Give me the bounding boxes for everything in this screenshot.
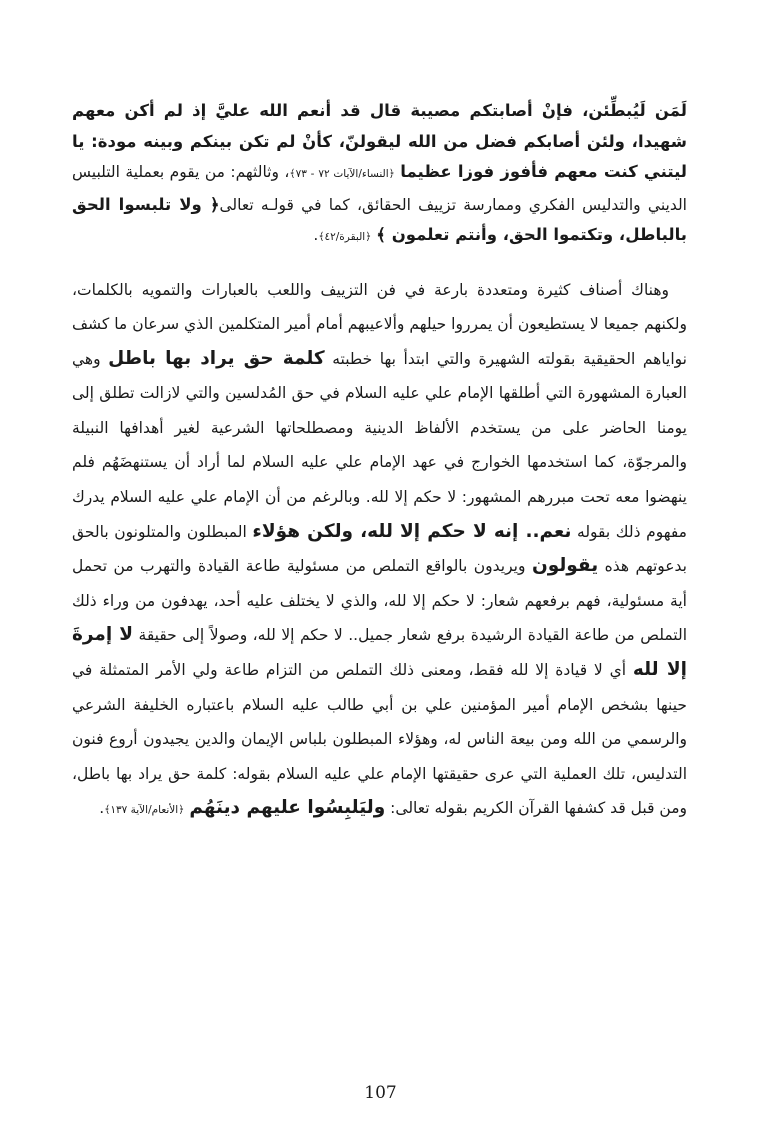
verse-reference: ﴿النساء/الآيات ٧٢ - ٧٣﴾ — [289, 168, 395, 180]
verse-reference: ﴿البقرة/٤٢﴾ — [318, 231, 372, 243]
paragraph-1 — [72, 96, 687, 253]
body-text: . — [99, 799, 105, 818]
body-text: وهي العبارة المشهورة التي أطلقها الإمام علي عليه السلام في حق المُدلسين والتي لازالت تطلق إلى يومنا الحاضر على من يستخدم الألفاظ الدينية ومصطلحاتها الشرعية لغير أهدافها النبيلة والمرجوّة، كما استخدمها الخوارج في عهد الإمام علي عليه السلام لما أراد أن يستنهضَهُم فلم ينهضوا معه تحت مبررهم المشهور: لا حكم إلا لله. وبالرغم من أن الإمام علي عليه السلام يدرك مفهوم ذلك بقوله — [72, 349, 687, 541]
quran-quote-baqara: ﴿ ولا تلبسوا الحق بالباطل، وتكتموا الحق، وأنتم تعلمون ﴾ — [72, 194, 687, 244]
body-text: . — [313, 226, 319, 244]
page-number: 107 — [364, 1083, 397, 1103]
quran-quote-nisa: لَمَن لَيُبطِّئن، فإنْ أصابتكم مصيبة قال قد أنعم الله عليَّ إذ لم أكن معهم شهيدا، ولئن أصابكم فضل من الله ليقولنّ، كأنْ لم تكن بينكم وبينه مودة: يا ليتني كنت معهم فأفوز فوزا عظيما — [72, 101, 688, 181]
emphasis-phrase: يقولون — [531, 555, 599, 577]
body-text: المبطلون والمتلونون بالحق بدعوتهم هذه — [72, 522, 687, 576]
paragraph-spacer — [72, 253, 687, 273]
verse-reference: ﴿الأنعام/الآية ١٣٧﴾ — [104, 804, 185, 817]
emphasis-phrase: نعم.. إنه لا حكم إلا لله، ولكن هؤلاء — [252, 520, 572, 542]
body-text: ويريدون بالواقع التملص من مسئولية طاعة القيادة والتهرب من تحمل أية مسئولية، فهم برفعهم شعار: لا حكم إلا لله، والذي لا يختلف عليه أحد، يهدفون من وراء ذلك التملص من طاعة القيادة الرشيدة برفع شعار جميل.. لا حكم إلا لله، وصولاً إلى حقيقة — [72, 557, 687, 645]
page-body — [72, 96, 687, 828]
emphasis-phrase: كلمة حق يراد بها باطل — [108, 347, 325, 369]
body-text: ، وثالثهم: من يقوم بعملية التلبيس الديني والتدليس الفكري وممارسة تزييف الحقائق، كما في قولـه تعالى — [72, 163, 687, 214]
body-text: أي لا قيادة إلا لله فقط، ومعنى ذلك التملص من التزام طاعة ولي الأمر المتمثلة في حينها بشخص الإمام أمير المؤمنين علي بن أبي طالب عليه السلام باعتباره الخليفة الشرعي والرسمي من الله ومن بيعة الناس له، وهؤلاء المبطلون بلباس الإيمان والدين يجيدون أروع فنون التدليس، تلك العملية التي عرى حقيقتها الإمام علي عليه السلام بقوله: كلمة حق يراد بها باطل، ومن قبل قد كشفها القرآن الكريم بقوله تعالى: — [72, 661, 687, 818]
paragraph-2 — [72, 273, 687, 829]
emphasis-phrase: لا إمرةَ إلا لله — [72, 624, 688, 681]
body-text: وهناك أصناف كثيرة ومتعددة بارعة في فن التزييف واللعب بالعبارات والتمويه بالكلمات، ولكنهم جميعا لا يستطيعون أن يمرروا حيلهم وألاعيبهم أمام أمير المتكلمين الذي سرعان ما كشف نواياهم الحقيقية بقولته الشهيرة والتي ابتدأ بها خطبته — [72, 280, 687, 368]
quran-quote-anam: وليَلبِسُوا عليهم دينَهُم — [189, 797, 386, 819]
